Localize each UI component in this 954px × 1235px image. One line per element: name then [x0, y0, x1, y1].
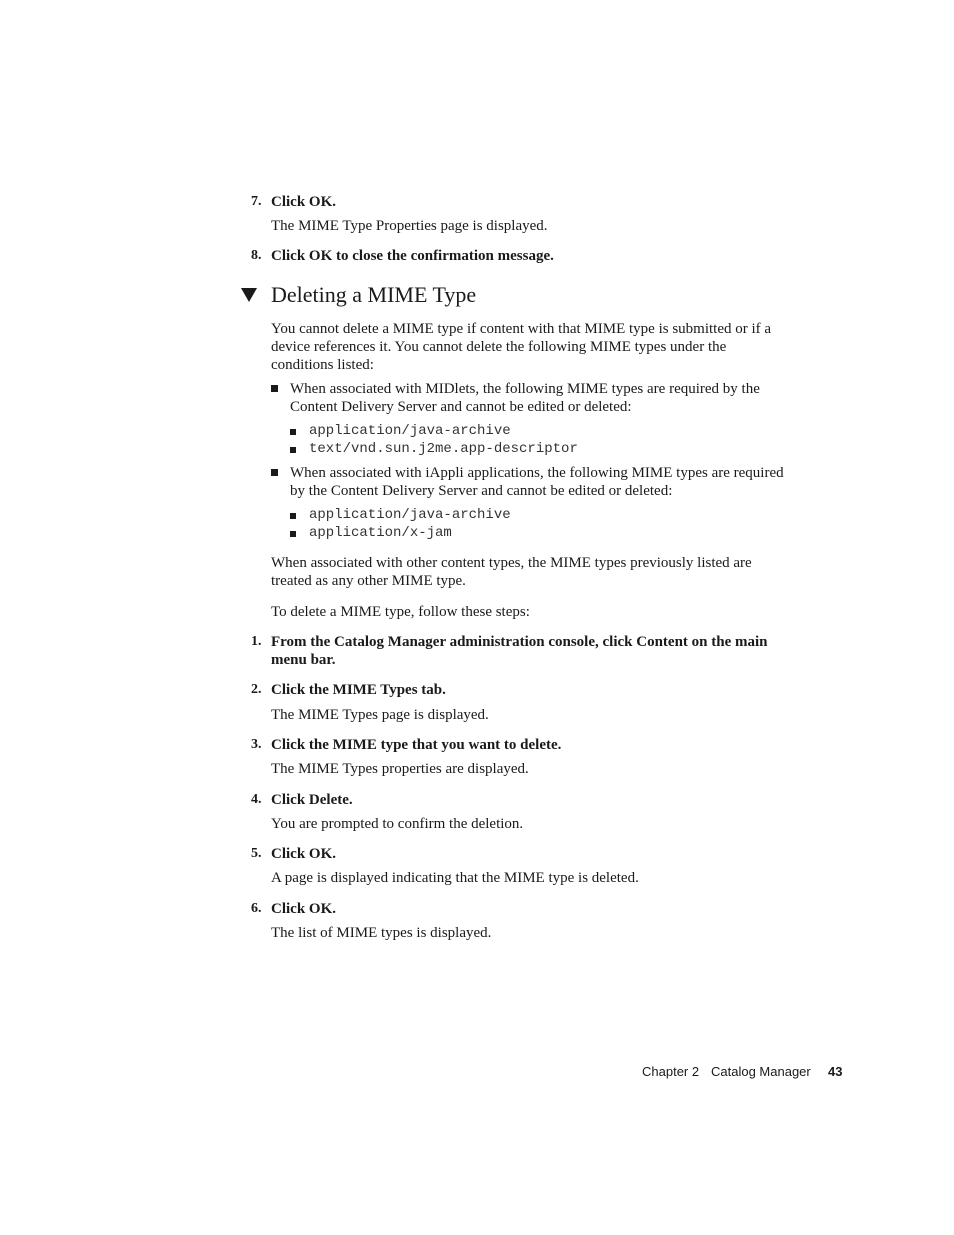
step-result: The MIME Types properties are displayed. [271, 761, 529, 777]
step-number: 3. [251, 737, 262, 752]
step-result: A page is displayed indicating that the MIME type is deleted. [271, 870, 639, 886]
bullet-line: by the Content Delivery Server and cannot be edited or deleted: [290, 483, 673, 499]
paragraph-line: treated as any other MIME type. [271, 573, 466, 589]
step-number: 2. [251, 682, 262, 697]
section-title: Deleting a MIME Type [271, 282, 477, 307]
step-text: Click Delete. [271, 792, 353, 808]
step-text: Click the MIME Types tab. [271, 682, 446, 698]
step-result: The MIME Types page is displayed. [271, 707, 489, 723]
step-result: The MIME Type Properties page is displayed. [271, 218, 548, 234]
paragraph-line: device references it. You cannot delete the following MIME types under the [271, 339, 727, 355]
footer-chapter: Chapter 2 [642, 1064, 700, 1079]
bullet-square-icon [271, 385, 278, 392]
triangle-down-icon [241, 288, 257, 302]
step-result: The list of MIME types is displayed. [271, 925, 492, 941]
step-number: 7. [251, 194, 262, 209]
page-number: 43 [828, 1064, 843, 1079]
sub-bullet-square-icon [290, 531, 296, 537]
mime-type-code: application/java-archive [309, 507, 511, 523]
step-text: Click OK to close the confirmation message. [271, 248, 554, 264]
sub-bullet-square-icon [290, 447, 296, 453]
step-number: 1. [251, 634, 262, 649]
step-text: Click the MIME type that you want to delete. [271, 737, 562, 753]
paragraph-line: You cannot delete a MIME type if content with that MIME type is submitted or if a [271, 321, 772, 337]
mime-type-code: text/vnd.sun.j2me.app-descriptor [309, 441, 578, 457]
step-text: From the Catalog Manager administration console, click Content on the main [271, 634, 768, 650]
bullet-line: Content Delivery Server and cannot be edited or deleted: [290, 399, 632, 415]
step-number: 4. [251, 792, 262, 807]
bullet-line: When associated with MIDlets, the following MIME types are required by the [290, 381, 760, 397]
step-result: You are prompted to confirm the deletion. [271, 816, 524, 832]
mime-type-code: application/x-jam [309, 525, 452, 541]
step-number: 5. [251, 846, 262, 861]
step-text: menu bar. [271, 652, 336, 668]
bullet-square-icon [271, 469, 278, 476]
step-text: Click OK. [271, 846, 337, 862]
mime-type-code: application/java-archive [309, 423, 511, 439]
bullet-line: When associated with iAppli applications, the following MIME types are required [290, 465, 784, 481]
step-text: Click OK. [271, 901, 337, 917]
step-text: Click OK. [271, 194, 337, 210]
step-number: 6. [251, 901, 262, 916]
steps-intro: To delete a MIME type, follow these steps: [271, 604, 530, 620]
paragraph-line: When associated with other content types, the MIME types previously listed are [271, 555, 752, 571]
step-number: 8. [251, 248, 262, 263]
sub-bullet-square-icon [290, 513, 296, 519]
paragraph-line: conditions listed: [271, 357, 374, 373]
sub-bullet-square-icon [290, 429, 296, 435]
footer-chapter-title: Catalog Manager [711, 1064, 811, 1079]
